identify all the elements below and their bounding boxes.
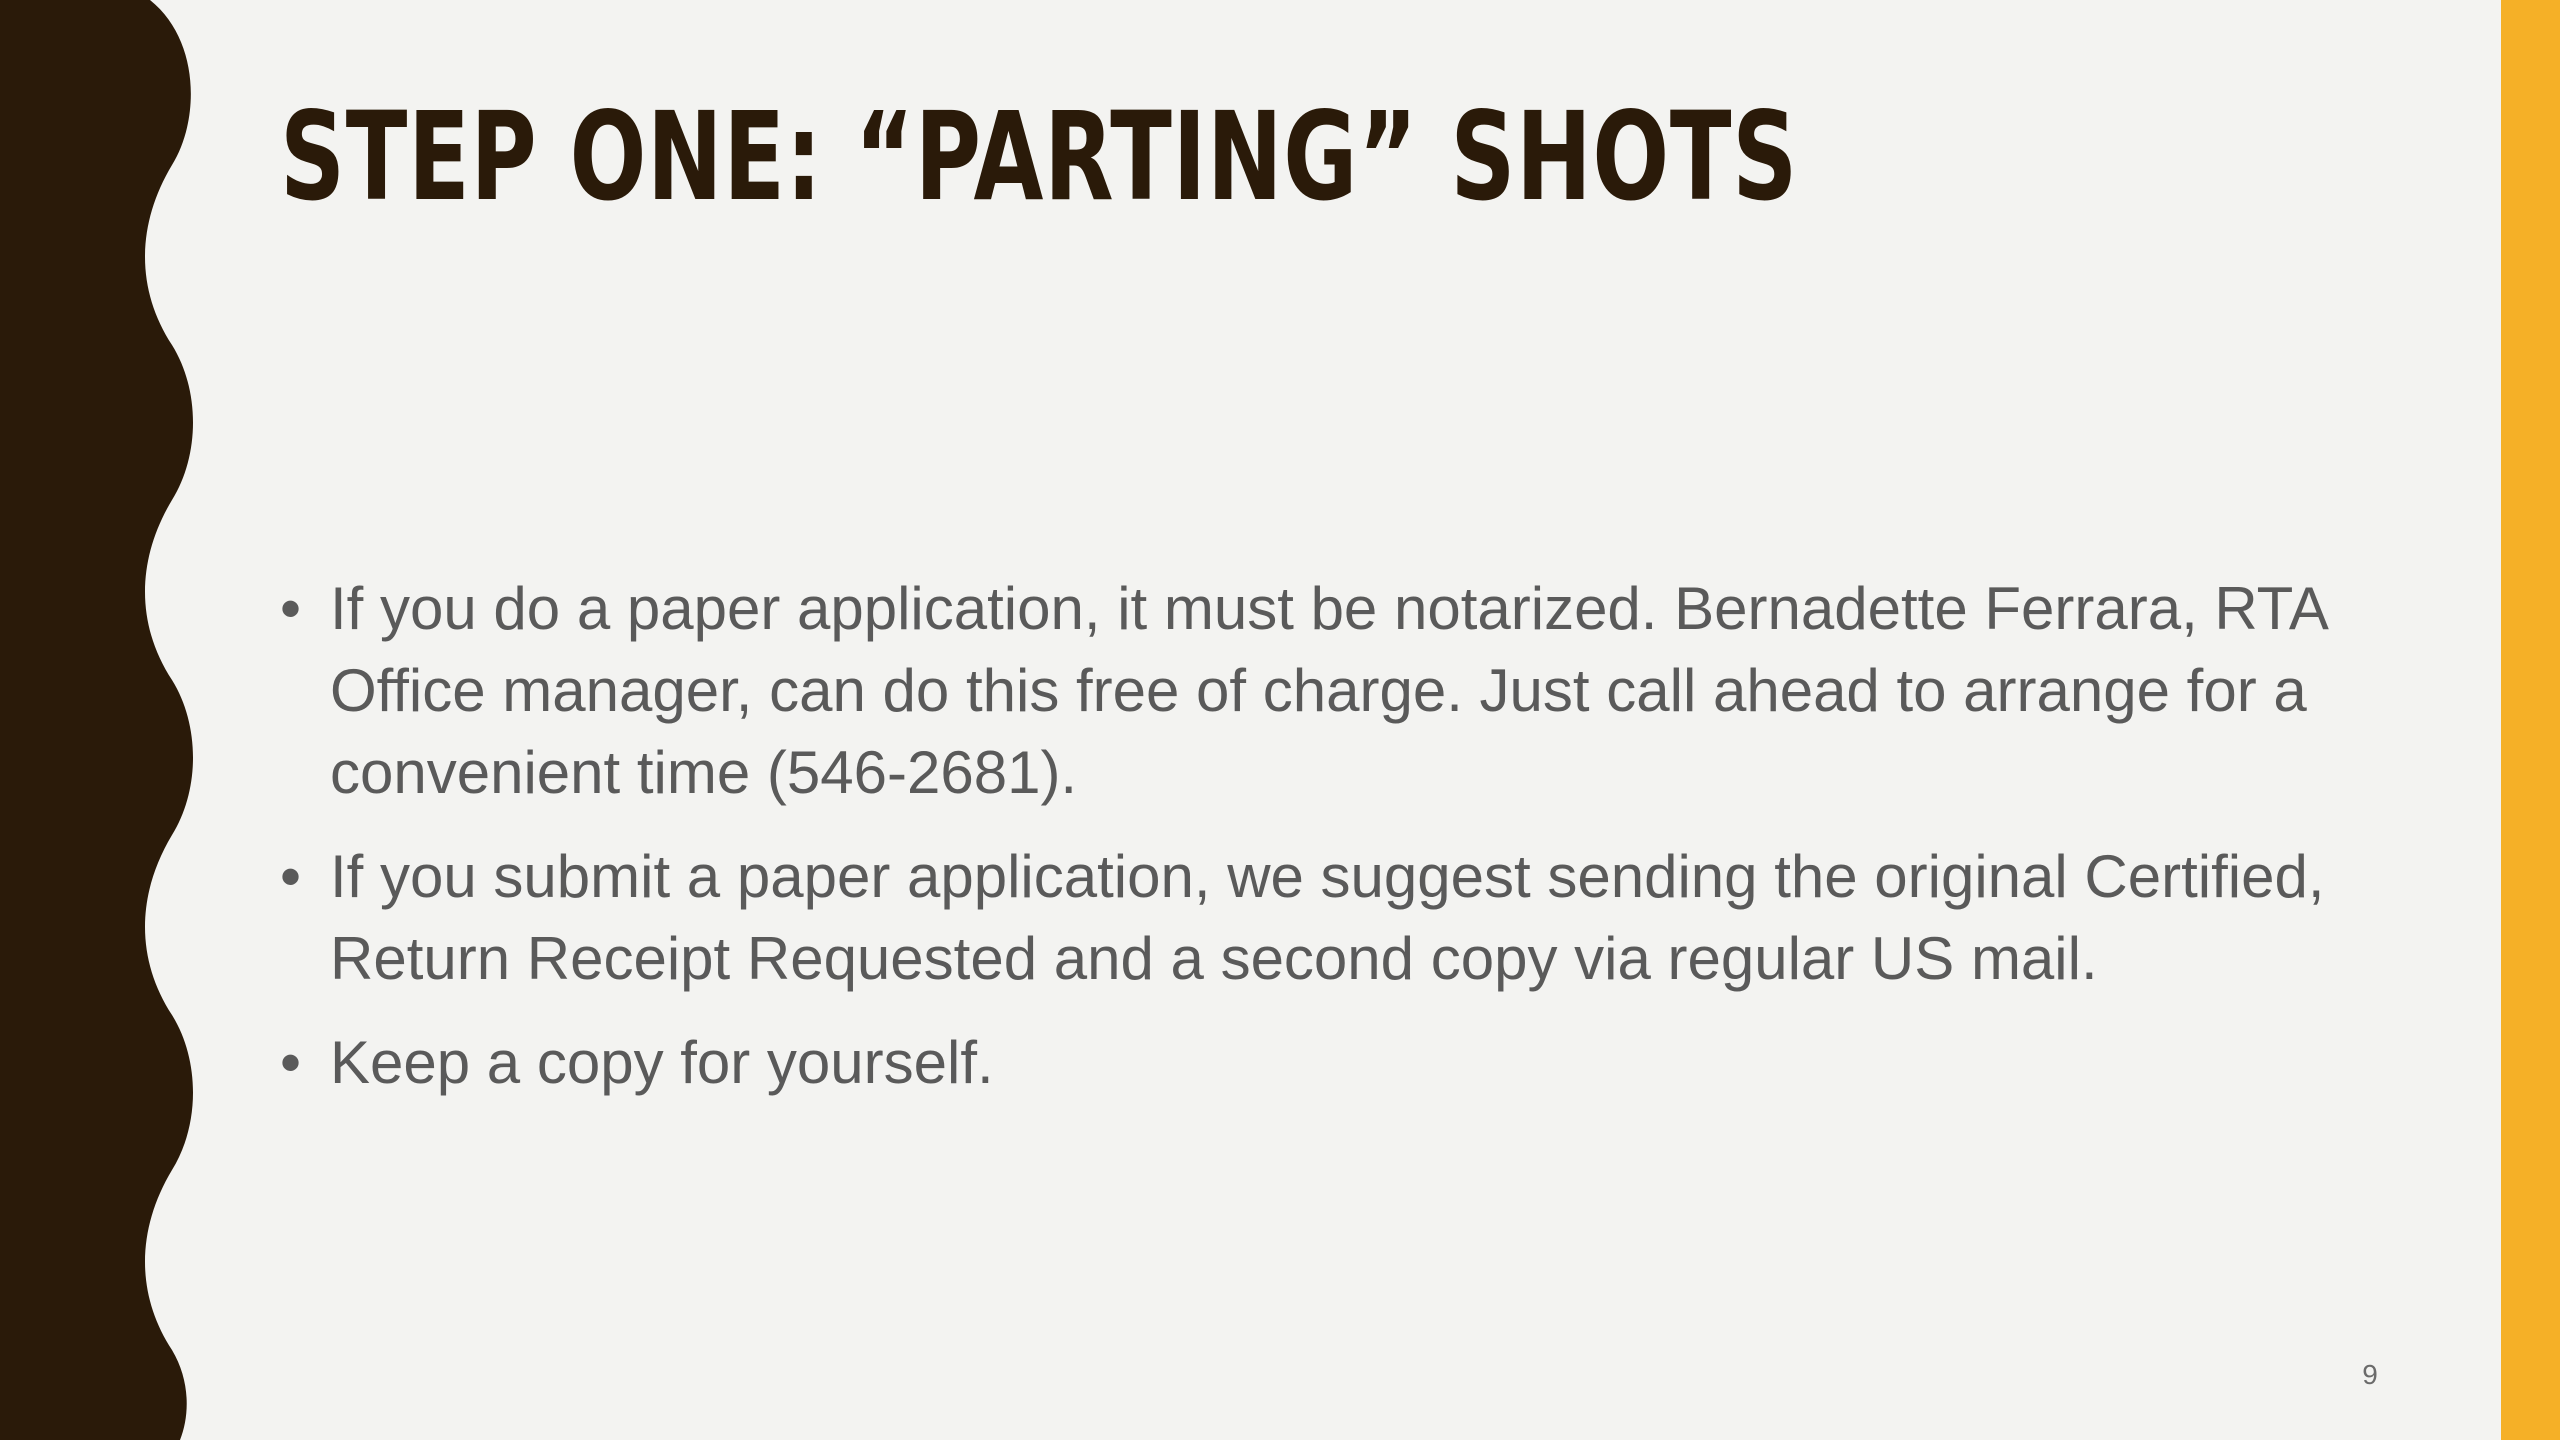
bullet-dot-icon: • [280, 1029, 302, 1096]
bullet-dot-icon: • [280, 575, 302, 642]
page-number: 9 [2362, 1359, 2378, 1390]
bullet-list [280, 568, 2340, 1126]
wavy-left-band [0, 0, 200, 1440]
bullet-text: Keep a copy for yourself. [330, 1029, 994, 1096]
bullet-item [280, 836, 2340, 1000]
bullet-text: If you submit a paper application, we suggest sending the original Certified, Return Receipt Requested and a second copy via regular US mail. [330, 843, 2325, 992]
bullet-text: If you do a paper application, it must be notarized. Bernadette Ferrara, RTA Office manager, can do this free of charge. Just call ahead to arrange for a convenient time (546-2681). [330, 575, 2326, 806]
accent-bar [2501, 0, 2560, 1440]
slide-title: STEP ONE: “PARTING” SHOTS [280, 86, 1798, 228]
bullet-item [280, 568, 2340, 814]
bullet-dot-icon: • [280, 843, 302, 910]
wave-shape [0, 0, 193, 1440]
bullet-item [280, 1022, 2340, 1104]
